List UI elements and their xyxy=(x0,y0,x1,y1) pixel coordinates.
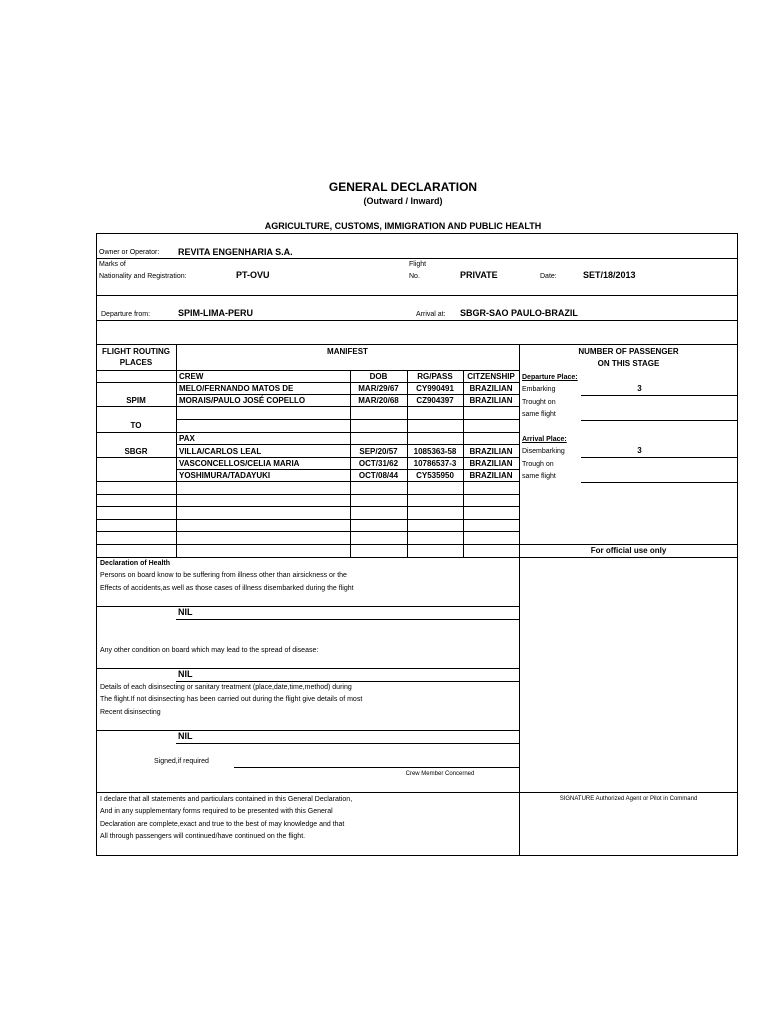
embarking-line xyxy=(581,395,738,396)
route-to: TO xyxy=(130,421,142,430)
embarking-label: Embarking xyxy=(522,386,556,393)
crew-citizenship: BRAZILIAN xyxy=(469,396,513,405)
pax-name: VASCONCELLOS/CELIA MARIA xyxy=(179,459,300,468)
pax-pass: 1085363-58 xyxy=(413,447,457,456)
declaration-line: And in any supplementary forms required to be presented with this General xyxy=(100,808,333,815)
health-title: Declaration of Health xyxy=(100,560,171,567)
crew-name: MELO/FERNANDO MATOS DE xyxy=(179,384,294,393)
pax-citizenship: BRAZILIAN xyxy=(469,459,513,468)
flight-no-label: No. xyxy=(409,273,420,280)
nil-value: NIL xyxy=(178,607,193,617)
flight-value: PRIVATE xyxy=(460,270,498,280)
marks-label: Marks of xyxy=(99,261,126,268)
passenger-header: NUMBER OF PASSENGER xyxy=(578,347,679,356)
divider xyxy=(96,792,738,793)
route-from: SPIM xyxy=(126,396,146,405)
divider xyxy=(96,258,738,259)
signature-label: SIGNATURE Authorized Agent or Pilot in Command xyxy=(559,796,698,802)
date-label: Date: xyxy=(540,273,557,280)
health-line: Persons on board know to be suffering from illness other than airsickness or the xyxy=(100,572,347,579)
arrival-value: SBGR-SAO PAULO-BRAZIL xyxy=(460,308,578,318)
pax-name: VILLA/CARLOS LEAL xyxy=(179,447,262,456)
col-line xyxy=(176,344,177,557)
official-use-label: For official use only xyxy=(590,546,667,555)
arrival-place-label: Arrival Place: xyxy=(522,436,567,443)
pax-citizenship: BRAZILIAN xyxy=(469,447,513,456)
departure-value: SPIM-LIMA-PERU xyxy=(178,308,253,318)
nationality-label: Nationality and Registration: xyxy=(99,273,187,280)
col-line xyxy=(519,344,520,856)
registration-value: PT-OVU xyxy=(236,270,270,280)
row-line xyxy=(96,481,519,482)
disinsect-line: Recent disinsecting xyxy=(100,709,161,716)
pax-pass: 10786537-3 xyxy=(413,459,457,468)
disembarking-value: 3 xyxy=(637,446,642,455)
divider xyxy=(96,295,738,296)
nil-value: NIL xyxy=(178,731,193,741)
crew-dob: MAR/20/68 xyxy=(358,396,399,405)
crew-member-label: Crew Member Concerned xyxy=(405,771,475,777)
declaration-line: Declaration are complete,exact and true to the best of may knowledge and that xyxy=(100,821,345,828)
owner-label: Owner or Operator: xyxy=(99,249,160,256)
signed-label: Signed,if required xyxy=(154,758,209,765)
nil-value: NIL xyxy=(178,669,193,679)
row-line xyxy=(96,432,519,433)
divider xyxy=(176,619,519,620)
divider xyxy=(96,730,519,731)
passenger-header-stage: ON THIS STAGE xyxy=(597,359,660,368)
row-line xyxy=(96,370,519,371)
divider xyxy=(176,743,519,744)
row-line xyxy=(96,382,519,383)
disinsect-line: The flight.If not disinsecting has been carried out during the flight give details of most xyxy=(100,696,363,703)
date-value: SET/18/2013 xyxy=(583,270,636,280)
row-line xyxy=(519,544,738,545)
row-line xyxy=(176,394,519,395)
row-line xyxy=(176,419,519,420)
crew-pass: CY990491 xyxy=(416,384,454,393)
row-line xyxy=(96,519,519,520)
row-line xyxy=(96,544,519,545)
crew-label: CREW xyxy=(179,372,204,381)
flight-label: Flight xyxy=(409,261,427,268)
citizenship-header: CITZENSHIP xyxy=(467,372,515,381)
pax-name: YOSHIMURA/TADAYUKI xyxy=(179,471,271,480)
pax-label: PAX xyxy=(179,434,195,443)
row-line xyxy=(96,557,738,558)
pax-citizenship: BRAZILIAN xyxy=(469,471,513,480)
crew-dob: MAR/29/67 xyxy=(358,384,399,393)
crew-name: MORAIS/PAULO JOSÉ COPELLO xyxy=(179,396,306,405)
trough-line-2 xyxy=(581,482,738,483)
crew-pass: CZ904397 xyxy=(416,396,454,405)
trough-on-label-2: Trough on xyxy=(522,461,554,468)
routing-header-places: PLACES xyxy=(119,358,153,367)
disembarking-label: Disembarking xyxy=(522,448,565,455)
signature-line xyxy=(234,767,519,768)
same-flight-label-2: same flight xyxy=(522,473,556,480)
pax-dob: SEP/20/57 xyxy=(359,447,398,456)
row-line xyxy=(176,444,519,445)
dob-header: DOB xyxy=(369,372,388,381)
health-line: Effects of accidents,as well as those cases of illness disembarked during the flight xyxy=(100,585,354,592)
divider xyxy=(96,344,738,345)
route-dest: SBGR xyxy=(124,447,148,456)
form-title: GENERAL DECLARATION xyxy=(328,180,478,194)
disembarking-line xyxy=(581,457,738,458)
owner-value: REVITA ENGENHARIA S.A. xyxy=(178,247,293,257)
disinsect-line: Details of each disinsecting or sanitary treatment (place,date,time,method) during xyxy=(100,684,352,691)
arrival-label: Arrival at: xyxy=(416,311,446,318)
row-line xyxy=(96,406,519,407)
row-line xyxy=(96,531,519,532)
row-line xyxy=(96,457,519,458)
row-line xyxy=(96,506,519,507)
pax-pass: CY535950 xyxy=(416,471,454,480)
departure-label: Departure from: xyxy=(101,311,151,318)
section-title: AGRICULTURE, CUSTOMS, IMMIGRATION AND PUBLIC HEALTH xyxy=(264,221,542,231)
routing-header: FLIGHT ROUTING xyxy=(102,347,170,356)
declaration-line: I declare that all statements and particulars contained in this General Declaration, xyxy=(100,796,353,803)
row-line xyxy=(96,494,519,495)
pax-dob: OCT/31/62 xyxy=(358,459,399,468)
form-subtitle: (Outward / Inward) xyxy=(363,196,443,206)
divider xyxy=(96,320,738,321)
trough-on-label: Trought on xyxy=(522,399,556,406)
rgpass-header: RG/PASS xyxy=(417,372,453,381)
declaration-line: All through passengers will continued/have continued on the flight. xyxy=(100,833,306,840)
same-flight-label: same flight xyxy=(522,411,556,418)
embarking-value: 3 xyxy=(637,384,642,393)
trough-line xyxy=(581,420,738,421)
divider xyxy=(96,668,519,669)
divider xyxy=(96,606,519,607)
departure-place-label: Departure Place: xyxy=(522,374,578,381)
crew-citizenship: BRAZILIAN xyxy=(469,384,513,393)
other-condition-label: Any other condition on board which may lead to the spread of disease: xyxy=(100,647,319,654)
row-line xyxy=(176,469,519,470)
manifest-header: MANIFEST xyxy=(327,347,368,356)
divider xyxy=(176,681,519,682)
pax-dob: OCT/08/44 xyxy=(358,471,399,480)
